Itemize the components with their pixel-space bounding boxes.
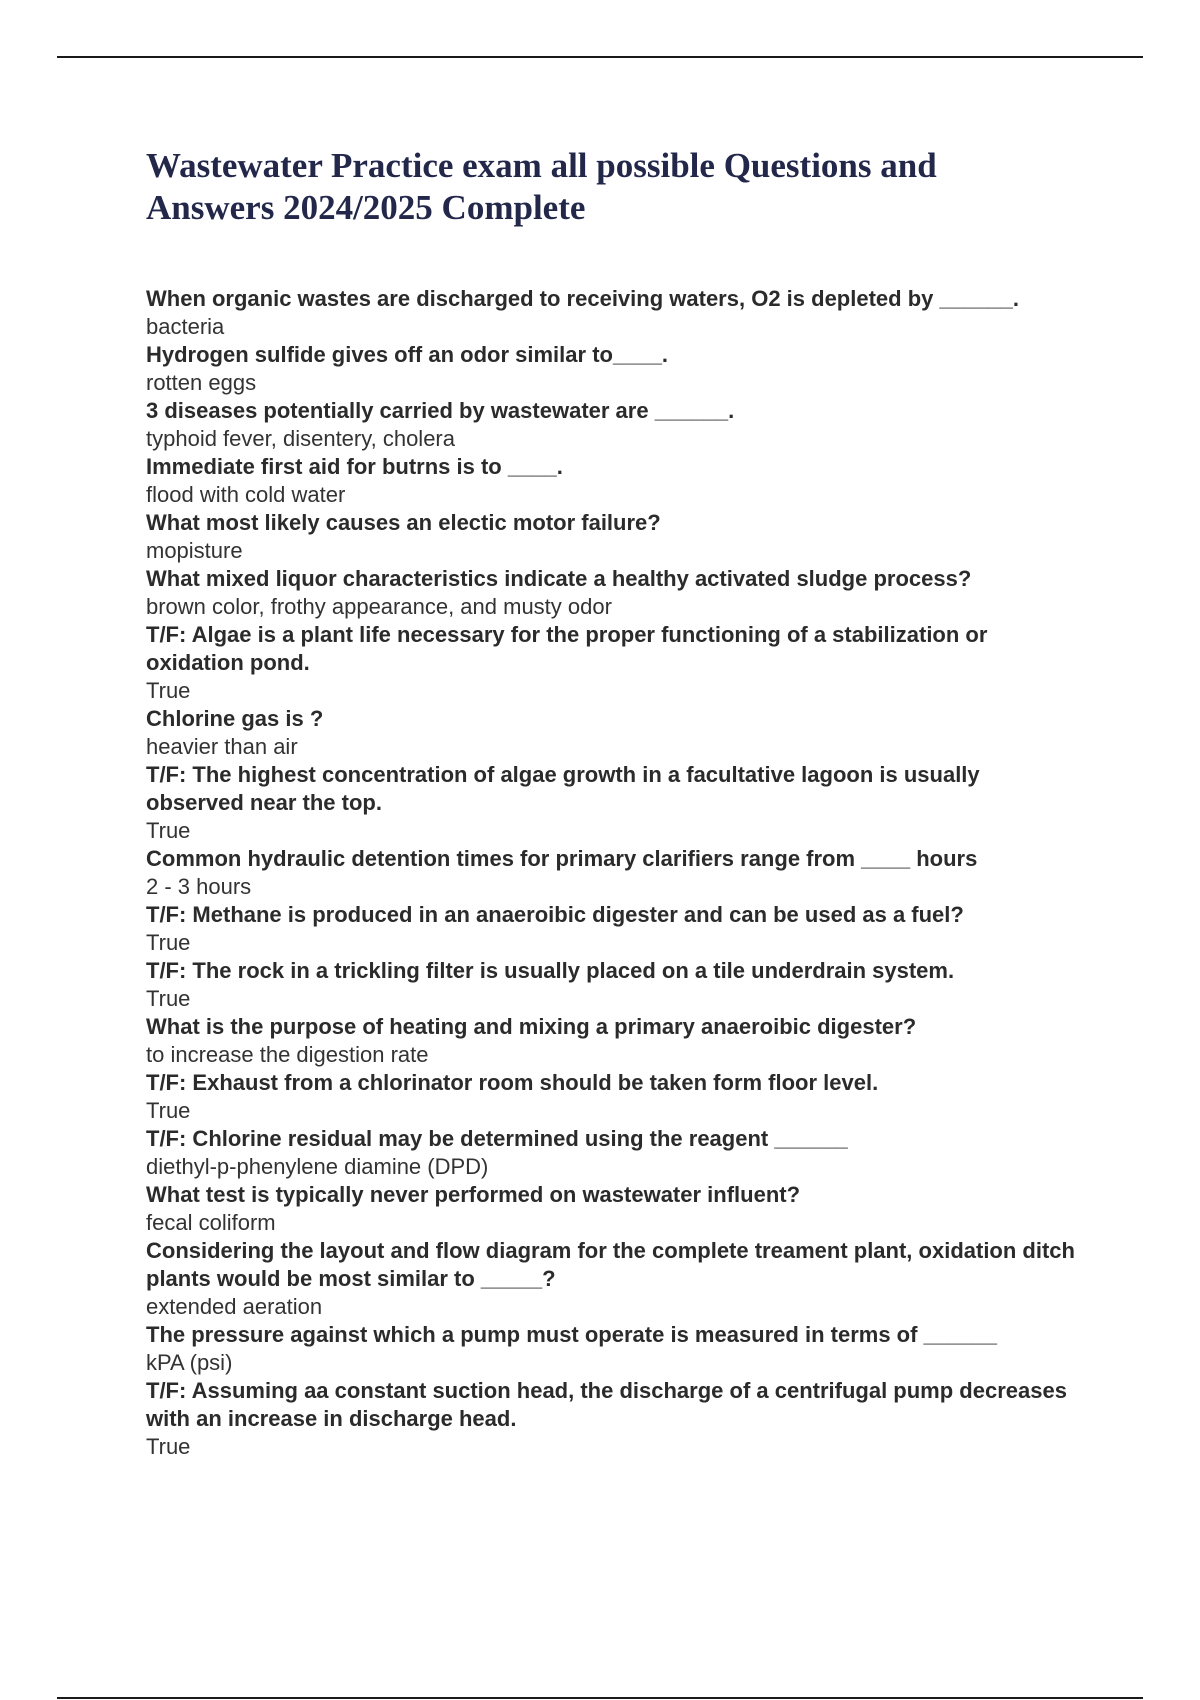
question-text: T/F: Assuming aa constant suction head, the discharge of a centrifugal pump decreases with an increase in discharge head. xyxy=(146,1378,1067,1431)
answer-text: True xyxy=(146,930,191,955)
qa-item xyxy=(146,705,1076,761)
answer-text: True xyxy=(146,1434,191,1459)
qa-item xyxy=(146,1377,1076,1461)
answer-text: typhoid fever, disentery, cholera xyxy=(146,426,455,451)
question-text: Hydrogen sulfide gives off an odor similar to____. xyxy=(146,342,669,367)
question-text: The pressure against which a pump must operate is measured in terms of ______ xyxy=(146,1322,997,1347)
bottom-rule xyxy=(57,1697,1143,1699)
answer-text: rotten eggs xyxy=(146,370,257,395)
answer-text: kPA (psi) xyxy=(146,1350,233,1375)
qa-item xyxy=(146,1237,1076,1321)
qa-item xyxy=(146,621,1076,705)
qa-item xyxy=(146,957,1076,1013)
top-rule xyxy=(57,56,1143,58)
qa-item xyxy=(146,901,1076,957)
question-text: Common hydraulic detention times for primary clarifiers range from ____ hours xyxy=(146,846,978,871)
question-text: When organic wastes are discharged to receiving waters, O2 is depleted by ______. xyxy=(146,286,1020,311)
answer-text: heavier than air xyxy=(146,734,298,759)
qa-item xyxy=(146,453,1076,509)
qa-item xyxy=(146,761,1076,845)
title-line-1: Wastewater Practice exam all possible Questions and xyxy=(146,146,937,185)
question-text: T/F: Algae is a plant life necessary for the proper functioning of a stabilization or oxidation pond. xyxy=(146,622,988,675)
answer-text: True xyxy=(146,818,191,843)
qa-item xyxy=(146,1125,1076,1181)
qa-item xyxy=(146,397,1076,453)
question-text: T/F: Chlorine residual may be determined using the reagent ______ xyxy=(146,1126,848,1151)
qa-item xyxy=(146,1013,1076,1069)
question-text: T/F: Exhaust from a chlorinator room should be taken form floor level. xyxy=(146,1070,879,1095)
answer-text: True xyxy=(146,678,191,703)
answer-text: mopisture xyxy=(146,538,243,563)
qa-item xyxy=(146,509,1076,565)
qa-item xyxy=(146,565,1076,621)
qa-item xyxy=(146,1069,1076,1125)
answer-text: brown color, frothy appearance, and musty odor xyxy=(146,594,612,619)
question-text: Considering the layout and flow diagram for the complete treament plant, oxidation ditch plants would be most similar to _____? xyxy=(146,1238,1075,1291)
question-text: What test is typically never performed on wastewater influent? xyxy=(146,1182,801,1207)
question-text: What mixed liquor characteristics indicate a healthy activated sludge process? xyxy=(146,566,972,591)
qa-item xyxy=(146,1181,1076,1237)
answer-text: flood with cold water xyxy=(146,482,346,507)
document-title xyxy=(146,145,1046,229)
title-line-2: Answers 2024/2025 Complete xyxy=(146,188,586,227)
question-text: What most likely causes an electic motor failure? xyxy=(146,510,661,535)
question-text: 3 diseases potentially carried by wastewater are ______. xyxy=(146,398,735,423)
answer-text: fecal coliform xyxy=(146,1210,276,1235)
answer-text: True xyxy=(146,986,191,1011)
question-text: T/F: The rock in a trickling filter is usually placed on a tile underdrain system. xyxy=(146,958,955,983)
qa-item xyxy=(146,341,1076,397)
answer-text: extended aeration xyxy=(146,1294,323,1319)
question-text: T/F: Methane is produced in an anaeroibic digester and can be used as a fuel? xyxy=(146,902,964,927)
qa-item xyxy=(146,845,1076,901)
answer-text: True xyxy=(146,1098,191,1123)
qa-list xyxy=(146,285,1076,1461)
question-text: T/F: The highest concentration of algae growth in a facultative lagoon is usually observed near the top. xyxy=(146,762,980,815)
answer-text: to increase the digestion rate xyxy=(146,1042,429,1067)
qa-item xyxy=(146,1321,1076,1377)
answer-text: bacteria xyxy=(146,314,225,339)
answer-text: 2 - 3 hours xyxy=(146,874,252,899)
question-text: Chlorine gas is ? xyxy=(146,706,324,731)
question-text: Immediate first aid for butrns is to ____. xyxy=(146,454,563,479)
question-text: What is the purpose of heating and mixing a primary anaeroibic digester? xyxy=(146,1014,917,1039)
answer-text: diethyl-p-phenylene diamine (DPD) xyxy=(146,1154,489,1179)
qa-item xyxy=(146,285,1076,341)
